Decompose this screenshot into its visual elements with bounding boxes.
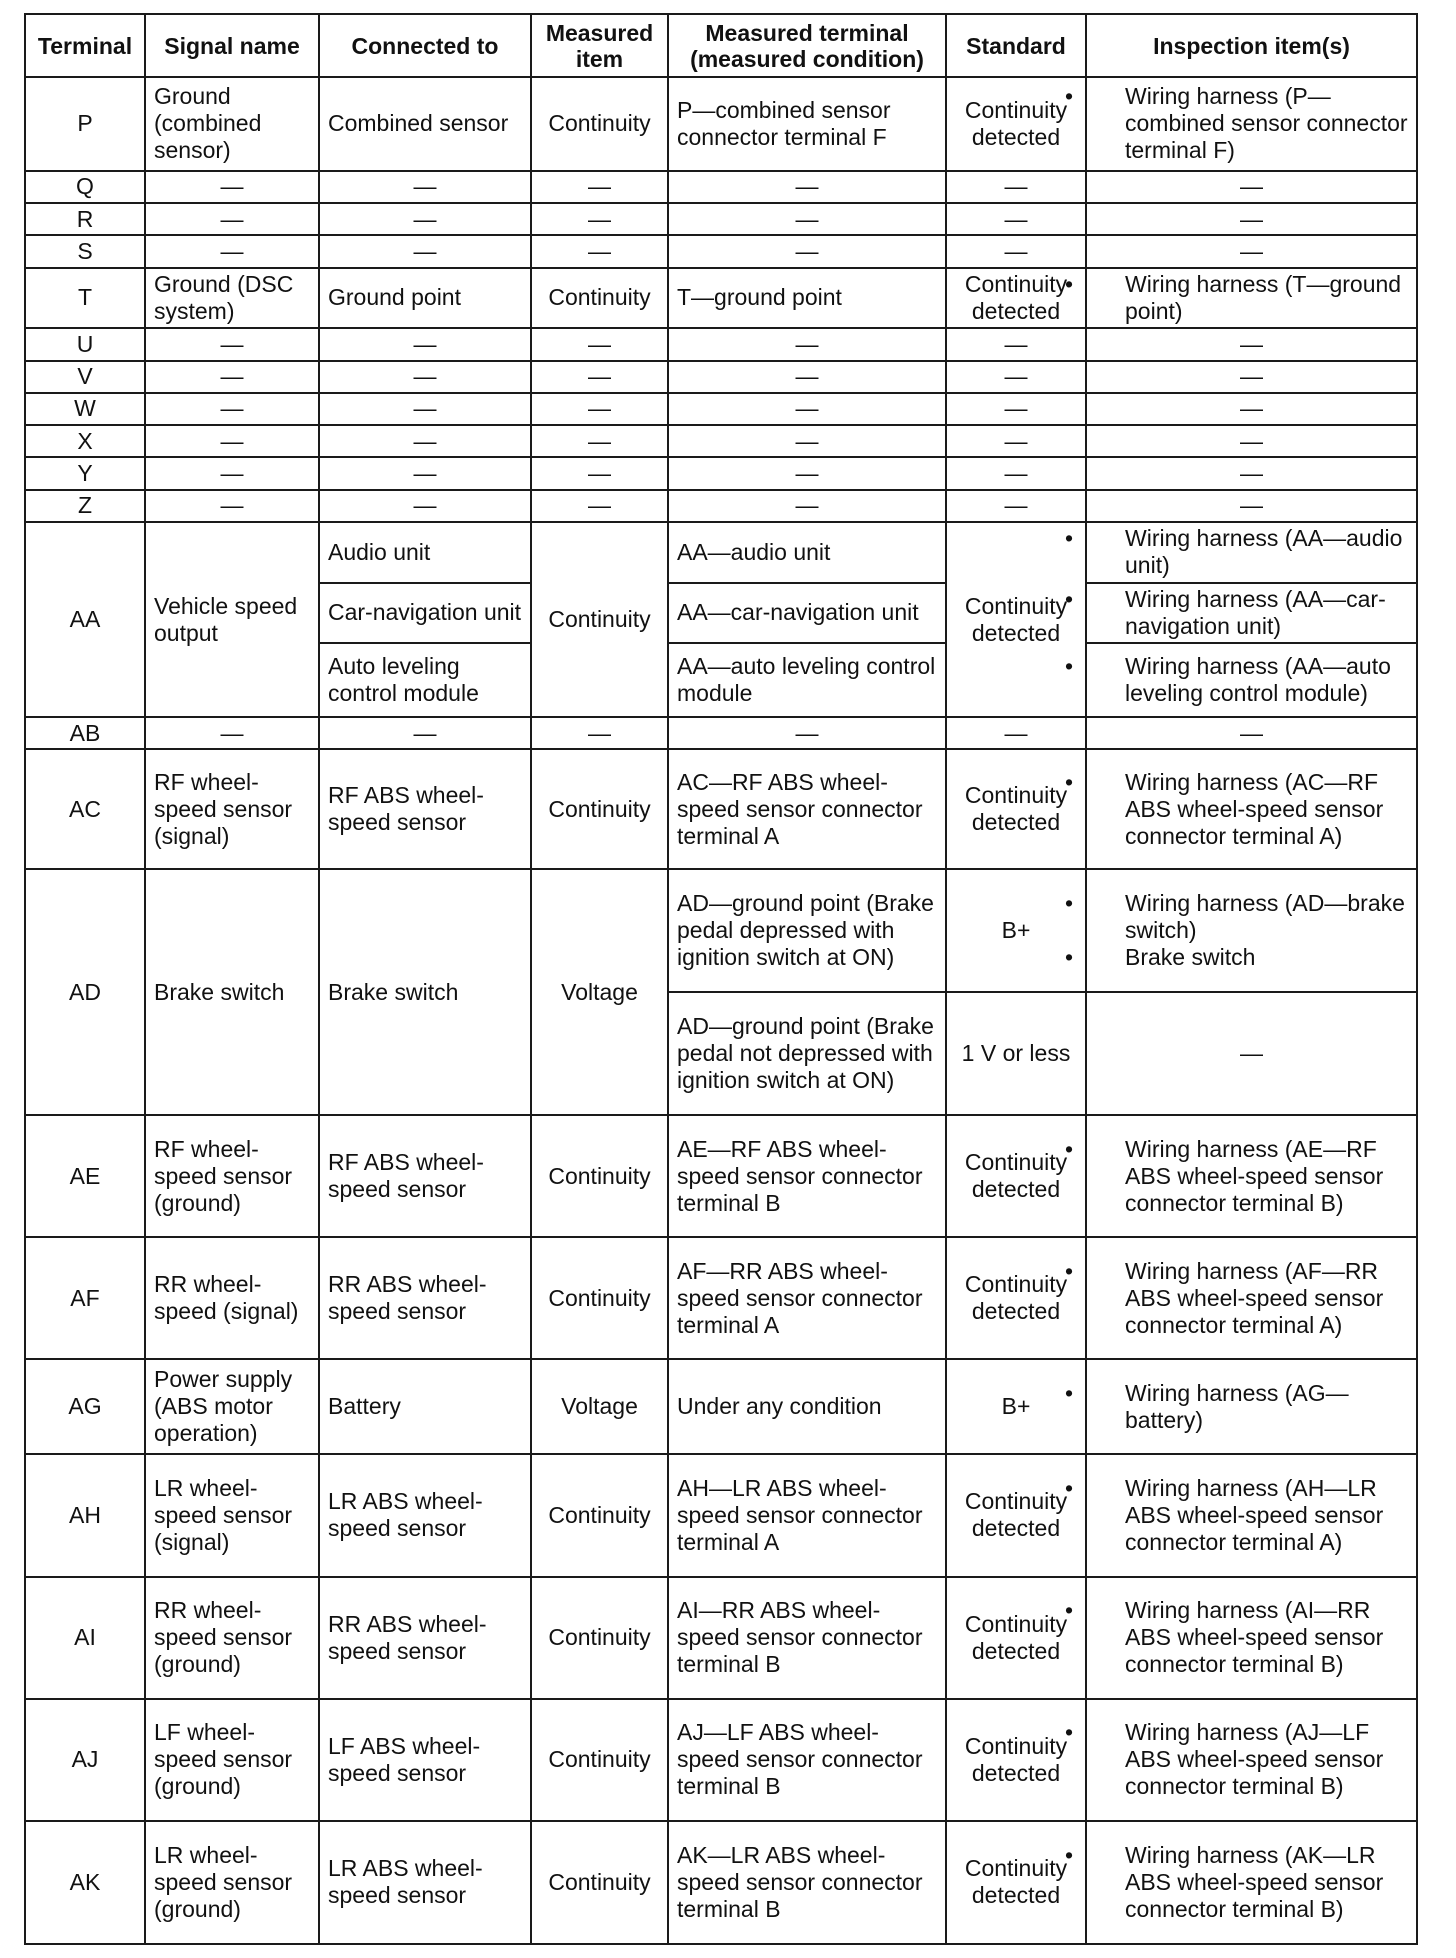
empty-dash: — (531, 328, 668, 360)
empty-dash: — (1086, 992, 1417, 1115)
measured-terminal-cell: AC—RF ABS wheel-speed sensor connector terminal A (668, 749, 946, 869)
measured-item-cell: Continuity (531, 1115, 668, 1237)
table-row (25, 490, 1417, 522)
inspection-item: Wiring harness (AF—RR ABS wheel-speed sensor connector terminal A) (1125, 1257, 1384, 1338)
terminal-cell: AH (25, 1454, 145, 1577)
signal-cell: LF wheel-speed sensor (ground) (145, 1699, 319, 1821)
measured-terminal-cell: AD—ground point (Brake pedal not depressed with ignition switch at ON) (668, 992, 946, 1115)
inspection-cell (1065, 1699, 1417, 1821)
terminal-cell: AC (25, 749, 145, 869)
inspection-item: Wiring harness (AA—auto leveling control module) (1125, 652, 1391, 706)
table-row (25, 1699, 1417, 1821)
col-header-signal-name: Signal name (145, 14, 319, 77)
empty-dash: — (668, 457, 946, 489)
terminal-cell: S (25, 235, 145, 267)
standard-cell: Continuity detected (946, 268, 1086, 328)
signal-cell: Brake switch (145, 869, 319, 1115)
connected-cell: LR ABS wheel-speed sensor (319, 1454, 531, 1577)
empty-dash: — (531, 171, 668, 203)
empty-dash: — (319, 328, 531, 360)
table-row (25, 522, 1417, 582)
bullet-icon: • (1065, 890, 1074, 917)
empty-dash: — (145, 490, 319, 522)
table-row (25, 1454, 1417, 1577)
inspection-item: Wiring harness (AH—LR ABS wheel-speed sensor connector terminal A) (1125, 1474, 1384, 1555)
standard-cell: Continuity detected (946, 1821, 1086, 1944)
terminal-cell: AA (25, 522, 145, 717)
empty-dash: — (946, 457, 1086, 489)
table-row (25, 717, 1417, 749)
measured-item-cell: Voltage (531, 1359, 668, 1454)
empty-dash: — (946, 490, 1086, 522)
col-header-inspection-items: Inspection item(s) (1086, 14, 1417, 77)
empty-dash: — (1086, 490, 1417, 522)
empty-dash: — (319, 490, 531, 522)
empty-dash: — (1086, 171, 1417, 203)
terminal-cell: W (25, 393, 145, 425)
empty-dash: — (1086, 393, 1417, 425)
terminal-cell: T (25, 268, 145, 328)
signal-cell: RR wheel-speed (signal) (145, 1237, 319, 1359)
terminal-cell: X (25, 425, 145, 457)
header-row (25, 14, 1417, 77)
table-row (25, 1359, 1417, 1454)
inspection-item: Wiring harness (AC—RF ABS wheel-speed sensor connector terminal A) (1125, 768, 1384, 849)
measured-terminal-cell: AA—car-navigation unit (668, 583, 946, 643)
empty-dash: — (319, 171, 531, 203)
standard-cell: B+ (946, 1359, 1086, 1454)
terminal-cell: AJ (25, 1699, 145, 1821)
bullet-icon: • (1065, 1257, 1074, 1284)
empty-dash: — (145, 171, 319, 203)
terminal-cell: AG (25, 1359, 145, 1454)
connected-cell: Ground point (319, 268, 531, 328)
bullet-icon: • (1065, 1379, 1074, 1406)
empty-dash: — (531, 393, 668, 425)
measured-terminal-cell: P—combined sensor connector terminal F (668, 77, 946, 171)
empty-dash: — (145, 328, 319, 360)
bullet-icon: • (1065, 1135, 1074, 1162)
measured-item-cell: Continuity (531, 1577, 668, 1699)
inspection-cell (1065, 77, 1417, 171)
inspection-item: Wiring harness (P—combined sensor connector terminal F) (1125, 83, 1408, 164)
bullet-icon: • (1065, 1597, 1074, 1624)
measured-item-cell: Continuity (531, 268, 668, 328)
table-row (25, 203, 1417, 235)
inspection-item: Wiring harness (AI—RR ABS wheel-speed sensor connector terminal B) (1125, 1597, 1384, 1678)
measured-terminal-cell: AF—RR ABS wheel-speed sensor connector terminal A (668, 1237, 946, 1359)
measured-item-cell: Continuity (531, 1237, 668, 1359)
inspection-item: Wiring harness (AG—battery) (1125, 1379, 1349, 1433)
empty-dash: — (319, 361, 531, 393)
connected-cell: RF ABS wheel-speed sensor (319, 749, 531, 869)
empty-dash: — (1086, 425, 1417, 457)
signal-cell: Power supply (ABS motor operation) (145, 1359, 319, 1454)
empty-dash: — (668, 328, 946, 360)
inspection-item: Wiring harness (AJ—LF ABS wheel-speed sensor connector terminal B) (1125, 1719, 1384, 1800)
table-row (25, 1237, 1417, 1359)
connected-cell: LR ABS wheel-speed sensor (319, 1821, 531, 1944)
bullet-icon: • (1065, 525, 1074, 552)
table-row (25, 457, 1417, 489)
measured-terminal-cell: AK—LR ABS wheel-speed sensor connector terminal B (668, 1821, 946, 1944)
empty-dash: — (1086, 361, 1417, 393)
empty-dash: — (531, 457, 668, 489)
empty-dash: — (319, 203, 531, 235)
standard-cell: Continuity detected (946, 749, 1086, 869)
empty-dash: — (145, 425, 319, 457)
empty-dash: — (531, 490, 668, 522)
measured-terminal-cell: AJ—LF ABS wheel-speed sensor connector terminal B (668, 1699, 946, 1821)
standard-cell: Continuity detected (946, 1699, 1086, 1821)
bullet-icon: • (1065, 1474, 1074, 1501)
standard-cell: Continuity detected (946, 1577, 1086, 1699)
empty-dash: — (946, 393, 1086, 425)
empty-dash: — (668, 203, 946, 235)
empty-dash: — (946, 328, 1086, 360)
terminal-cell: AD (25, 869, 145, 1115)
inspection-item: Wiring harness (AA—audio unit) (1125, 525, 1403, 579)
inspection-cell (1065, 522, 1417, 582)
table-row (25, 749, 1417, 869)
table-row (25, 235, 1417, 267)
empty-dash: — (946, 361, 1086, 393)
measured-item-cell: Continuity (531, 1454, 668, 1577)
empty-dash: — (668, 393, 946, 425)
empty-dash: — (531, 203, 668, 235)
empty-dash: — (145, 235, 319, 267)
empty-dash: — (531, 717, 668, 749)
inspection-table (24, 13, 1418, 1945)
table-row (25, 171, 1417, 203)
empty-dash: — (145, 393, 319, 425)
empty-dash: — (668, 235, 946, 267)
table-row (25, 1115, 1417, 1237)
table-row (25, 1821, 1417, 1944)
standard-cell: Continuity detected (946, 1454, 1086, 1577)
bullet-icon: • (1065, 270, 1074, 297)
empty-dash: — (319, 393, 531, 425)
connected-cell: Audio unit (319, 522, 531, 582)
signal-cell: Ground (combined sensor) (145, 77, 319, 171)
inspection-cell (1065, 583, 1417, 643)
terminal-cell: R (25, 203, 145, 235)
empty-dash: — (668, 717, 946, 749)
measured-item-cell: Voltage (531, 869, 668, 1115)
inspection-cell (1065, 1359, 1417, 1454)
empty-dash: — (1086, 203, 1417, 235)
standard-cell: B+ (946, 869, 1086, 992)
terminal-cell: V (25, 361, 145, 393)
connected-cell: Combined sensor (319, 77, 531, 171)
table-row (25, 425, 1417, 457)
signal-cell: LR wheel-speed sensor (ground) (145, 1821, 319, 1944)
col-header-measured-terminal: Measured terminal (measured condition) (668, 14, 946, 77)
terminal-cell: AI (25, 1577, 145, 1699)
empty-dash: — (1086, 328, 1417, 360)
standard-cell: Continuity detected (946, 522, 1086, 717)
empty-dash: — (946, 171, 1086, 203)
empty-dash: — (319, 425, 531, 457)
inspection-item: Wiring harness (AE—RF ABS wheel-speed sensor connector terminal B) (1125, 1135, 1384, 1216)
terminal-cell: AK (25, 1821, 145, 1944)
inspection-cell (1065, 1237, 1417, 1359)
standard-cell: Continuity detected (946, 1237, 1086, 1359)
empty-dash: — (1086, 717, 1417, 749)
connected-cell: Battery (319, 1359, 531, 1454)
terminal-cell: U (25, 328, 145, 360)
col-header-standard: Standard (946, 14, 1086, 77)
inspection-item: Wiring harness (AK—LR ABS wheel-speed sensor connector terminal B) (1125, 1841, 1384, 1922)
bullet-icon: • (1065, 1841, 1074, 1868)
col-header-connected-to: Connected to (319, 14, 531, 77)
empty-dash: — (1086, 457, 1417, 489)
measured-item-cell: Continuity (531, 77, 668, 171)
signal-cell: RF wheel-speed sensor (ground) (145, 1115, 319, 1237)
table-row (25, 328, 1417, 360)
bullet-icon: • (1065, 585, 1074, 612)
empty-dash: — (319, 717, 531, 749)
table-row (25, 393, 1417, 425)
inspection-cell (1065, 268, 1417, 328)
inspection-item: Wiring harness (T—ground point) (1125, 270, 1402, 324)
connected-cell: RR ABS wheel-speed sensor (319, 1577, 531, 1699)
empty-dash: — (1086, 235, 1417, 267)
signal-cell: Vehicle speed output (145, 522, 319, 717)
inspection-cell (1065, 1577, 1417, 1699)
signal-cell: RF wheel-speed sensor (signal) (145, 749, 319, 869)
table-row (25, 268, 1417, 328)
measured-terminal-cell: AA—auto leveling control module (668, 643, 946, 717)
empty-dash: — (531, 235, 668, 267)
connected-cell: Car-navigation unit (319, 583, 531, 643)
col-header-terminal: Terminal (25, 14, 145, 77)
measured-terminal-cell: AA—audio unit (668, 522, 946, 582)
empty-dash: — (668, 171, 946, 203)
terminal-cell: P (25, 77, 145, 171)
empty-dash: — (668, 490, 946, 522)
empty-dash: — (319, 457, 531, 489)
signal-cell: Ground (DSC system) (145, 268, 319, 328)
empty-dash: — (946, 717, 1086, 749)
inspection-cell (1065, 1115, 1417, 1237)
terminal-cell: AB (25, 717, 145, 749)
bullet-icon: • (1065, 1719, 1074, 1746)
measured-terminal-cell: AH—LR ABS wheel-speed sensor connector terminal A (668, 1454, 946, 1577)
table-row (25, 77, 1417, 171)
connected-cell: Auto leveling control module (319, 643, 531, 717)
terminal-cell: AF (25, 1237, 145, 1359)
empty-dash: — (145, 457, 319, 489)
inspection-item: Wiring harness (AA—car-navigation unit) (1125, 585, 1386, 639)
empty-dash: — (531, 425, 668, 457)
inspection-cell (1065, 869, 1417, 992)
measured-item-cell: Continuity (531, 522, 668, 717)
measured-terminal-cell: AI—RR ABS wheel-speed sensor connector terminal B (668, 1577, 946, 1699)
empty-dash: — (319, 235, 531, 267)
connected-cell: LF ABS wheel-speed sensor (319, 1699, 531, 1821)
table-row (25, 361, 1417, 393)
measured-item-cell: Continuity (531, 749, 668, 869)
empty-dash: — (145, 717, 319, 749)
inspection-cell (1065, 749, 1417, 869)
connected-cell: RF ABS wheel-speed sensor (319, 1115, 531, 1237)
inspection-cell (1065, 643, 1417, 717)
measured-terminal-cell: AD—ground point (Brake pedal depressed with ignition switch at ON) (668, 869, 946, 992)
measured-terminal-cell: Under any condition (668, 1359, 946, 1454)
bullet-icon: • (1065, 83, 1074, 110)
measured-terminal-cell: T—ground point (668, 268, 946, 328)
empty-dash: — (946, 203, 1086, 235)
terminal-cell: AE (25, 1115, 145, 1237)
inspection-cell (1065, 1821, 1417, 1944)
inspection-cell (1065, 1454, 1417, 1577)
empty-dash: — (946, 425, 1086, 457)
measured-item-cell: Continuity (531, 1699, 668, 1821)
empty-dash: — (145, 203, 319, 235)
signal-cell: LR wheel-speed sensor (signal) (145, 1454, 319, 1577)
empty-dash: — (668, 361, 946, 393)
measured-terminal-cell: AE—RF ABS wheel-speed sensor connector terminal B (668, 1115, 946, 1237)
inspection-item: Wiring harness (AD—brake switch) (1125, 890, 1405, 944)
standard-cell: Continuity detected (946, 77, 1086, 171)
empty-dash: — (531, 361, 668, 393)
bullet-icon: • (1065, 944, 1074, 971)
bullet-icon: • (1065, 768, 1074, 795)
terminal-cell: Z (25, 490, 145, 522)
empty-dash: — (145, 361, 319, 393)
connected-cell: RR ABS wheel-speed sensor (319, 1237, 531, 1359)
terminal-cell: Q (25, 171, 145, 203)
standard-cell: Continuity detected (946, 1115, 1086, 1237)
inspection-item: Brake switch (1125, 944, 1256, 971)
empty-dash: — (668, 425, 946, 457)
table-row (25, 869, 1417, 992)
empty-dash: — (946, 235, 1086, 267)
terminal-cell: Y (25, 457, 145, 489)
signal-cell: RR wheel-speed sensor (ground) (145, 1577, 319, 1699)
connected-cell: Brake switch (319, 869, 531, 1115)
measured-item-cell: Continuity (531, 1821, 668, 1944)
table-row (25, 1577, 1417, 1699)
col-header-measured-item: Measured item (531, 14, 668, 77)
bullet-icon: • (1065, 652, 1074, 679)
standard-cell: 1 V or less (946, 992, 1086, 1115)
